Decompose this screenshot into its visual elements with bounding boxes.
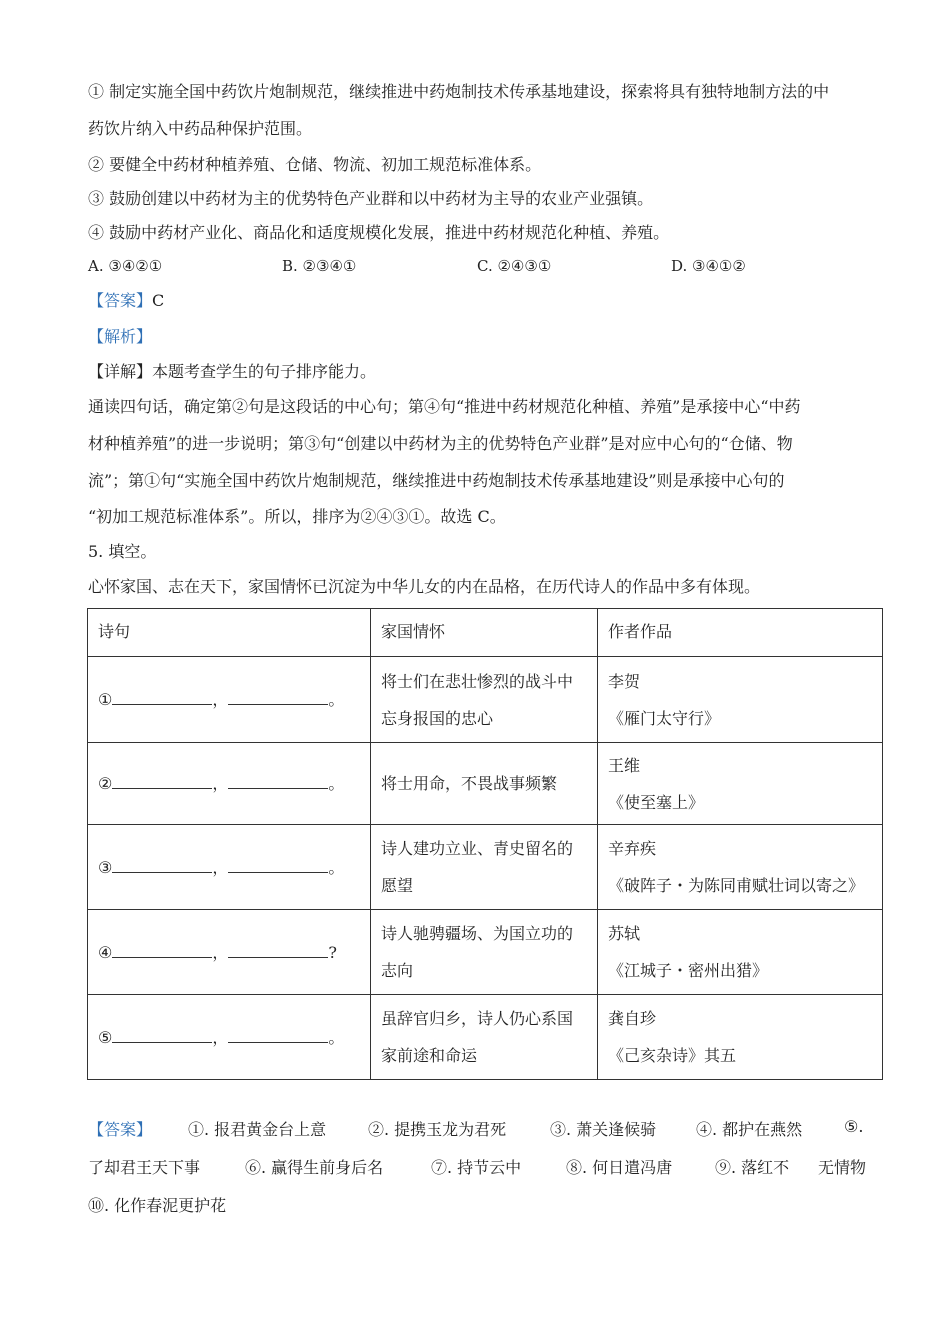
author-cell: 李贺 《雁门太守行》 bbox=[598, 657, 883, 743]
choice-d: D. ③④①② bbox=[671, 257, 746, 275]
answer-row-1 bbox=[88, 1117, 868, 1155]
answer-item: ⑤. bbox=[844, 1117, 864, 1136]
detail-line-2: 材种植养殖”的进一步说明；第③句“创建以中药材为主的优势特色产业群”是对应中心句的“仓储、物 bbox=[88, 434, 793, 453]
blank-line[interactable] bbox=[112, 858, 212, 873]
feeling-cell: 诗人驰骋疆场、为国立功的 志向 bbox=[371, 910, 598, 995]
detail-line-4: “初加工规范标准体系”。所以，排序为②④③①。故选 C。 bbox=[88, 507, 506, 526]
table-row bbox=[88, 995, 883, 1080]
blank-line[interactable] bbox=[228, 943, 328, 958]
q5-intro: 心怀家国、志在天下，家国情怀已沉淀为中华儿女的内在品格，在历代诗人的作品中多有体现。 bbox=[88, 577, 761, 596]
blank-line[interactable] bbox=[112, 774, 212, 789]
poem-table bbox=[87, 608, 883, 1080]
answer-row-3 bbox=[88, 1193, 868, 1231]
detail-intro-text: 本题考查学生的句子排序能力。 bbox=[152, 362, 377, 381]
blank-line[interactable] bbox=[228, 1028, 328, 1043]
option-sentence-2: ② 要健全中药材种植养殖、仓储、物流、初加工规范标准体系。 bbox=[88, 155, 542, 174]
feeling-cell: 诗人建功立业、青史留名的 愿望 bbox=[371, 825, 598, 910]
detail-line-3: 流”；第①句“实施全国中药饮片炮制规范，继续推进中药炮制技术传承基地建设”则是承接中心句的 bbox=[88, 471, 785, 490]
detail-tag: 【详解】 bbox=[88, 362, 153, 381]
fill-blank-cell: ③ ， 。 bbox=[88, 825, 371, 910]
table-row bbox=[88, 825, 883, 910]
fill-blank-cell: ⑤ ， 。 bbox=[88, 995, 371, 1080]
answer-row-2 bbox=[88, 1155, 868, 1193]
blank-line[interactable] bbox=[228, 858, 328, 873]
option-sentence-3: ③ 鼓励创建以中药材为主的优势特色产业群和以中药材为主导的农业产业强镇。 bbox=[88, 189, 654, 208]
choice-c: C. ②④③① bbox=[477, 257, 552, 275]
option-sentence-1-cont: 药饮片纳入中药品种保护范围。 bbox=[88, 119, 313, 138]
answer-item: 了却君王天下事 bbox=[88, 1158, 201, 1177]
answer-item: ③. 萧关逢候骑 bbox=[550, 1120, 657, 1139]
author-cell: 辛弃疾 《破阵子・为陈同甫赋壮词以寄之》 bbox=[598, 825, 883, 910]
blank-line[interactable] bbox=[228, 774, 328, 789]
detail-line-1: 通读四句话，确定第②句是这段话的中心句；第④句“推进中药材规范化种植、养殖”是承接中心“中药 bbox=[88, 397, 801, 416]
q5-answer bbox=[88, 1117, 868, 1231]
choice-list bbox=[88, 257, 868, 277]
answer-item: ⑦. 持节云中 bbox=[431, 1158, 522, 1177]
header-cell: 作者作品 bbox=[598, 609, 883, 657]
q5-title: 5. 填空。 bbox=[88, 542, 157, 561]
feeling-cell: 将士用命，不畏战事频繁 bbox=[371, 743, 598, 825]
table-row bbox=[88, 910, 883, 995]
author-cell: 龚自珍 《己亥杂诗》其五 bbox=[598, 995, 883, 1080]
header-cell: 家国情怀 bbox=[371, 609, 598, 657]
answer-item: ⑨. 落红不 bbox=[715, 1158, 790, 1177]
feeling-cell: 将士们在悲壮惨烈的战斗中 忘身报国的忠心 bbox=[371, 657, 598, 743]
option-sentence-4: ④ 鼓励中药材产业化、商品化和适度规模化发展，推进中药材规范化种植、养殖。 bbox=[88, 223, 670, 242]
fill-blank-cell: ① ， 。 bbox=[88, 657, 371, 743]
fill-blank-cell: ② ， 。 bbox=[88, 743, 371, 825]
q4-answer bbox=[88, 291, 164, 311]
blank-line[interactable] bbox=[228, 690, 328, 705]
choice-b: B. ②③④① bbox=[282, 257, 357, 275]
answer-item: ②. 提携玉龙为君死 bbox=[368, 1120, 507, 1139]
answer-item: ①. 报君黄金台上意 bbox=[188, 1120, 327, 1139]
answer-item: ⑥. 赢得生前身后名 bbox=[245, 1158, 384, 1177]
option-sentence-1: ① 制定实施全国中药饮片炮制规范，继续推进中药炮制技术传承基地建设，探索将具有独特地制方法的中 bbox=[88, 82, 830, 101]
blank-line[interactable] bbox=[112, 1028, 212, 1043]
answer-tag: 【答案】 bbox=[88, 1120, 153, 1139]
table-row bbox=[88, 657, 883, 743]
feeling-cell: 虽辞官归乡，诗人仍心系国 家前途和命运 bbox=[371, 995, 598, 1080]
answer-value: C bbox=[152, 291, 165, 310]
table-header-row bbox=[88, 609, 883, 657]
answer-item: ⑩. 化作春泥更护花 bbox=[88, 1196, 227, 1215]
blank-line[interactable] bbox=[112, 690, 212, 705]
analysis-tag: 【解析】 bbox=[88, 327, 153, 346]
answer-tag: 【答案】 bbox=[88, 291, 153, 310]
blank-line[interactable] bbox=[112, 943, 212, 958]
table-row bbox=[88, 743, 883, 825]
detail-intro bbox=[88, 362, 376, 382]
author-cell: 王维 《使至塞上》 bbox=[598, 743, 883, 825]
fill-blank-cell: ④ ， ? bbox=[88, 910, 371, 995]
author-cell: 苏轼 《江城子・密州出猎》 bbox=[598, 910, 883, 995]
answer-item: ⑧. 何日遣冯唐 bbox=[566, 1158, 673, 1177]
header-cell: 诗句 bbox=[88, 609, 371, 657]
choice-a: A. ③④②① bbox=[88, 257, 163, 275]
answer-item: ④. 都护在燕然 bbox=[696, 1120, 803, 1139]
answer-item: 无情物 bbox=[818, 1158, 867, 1177]
